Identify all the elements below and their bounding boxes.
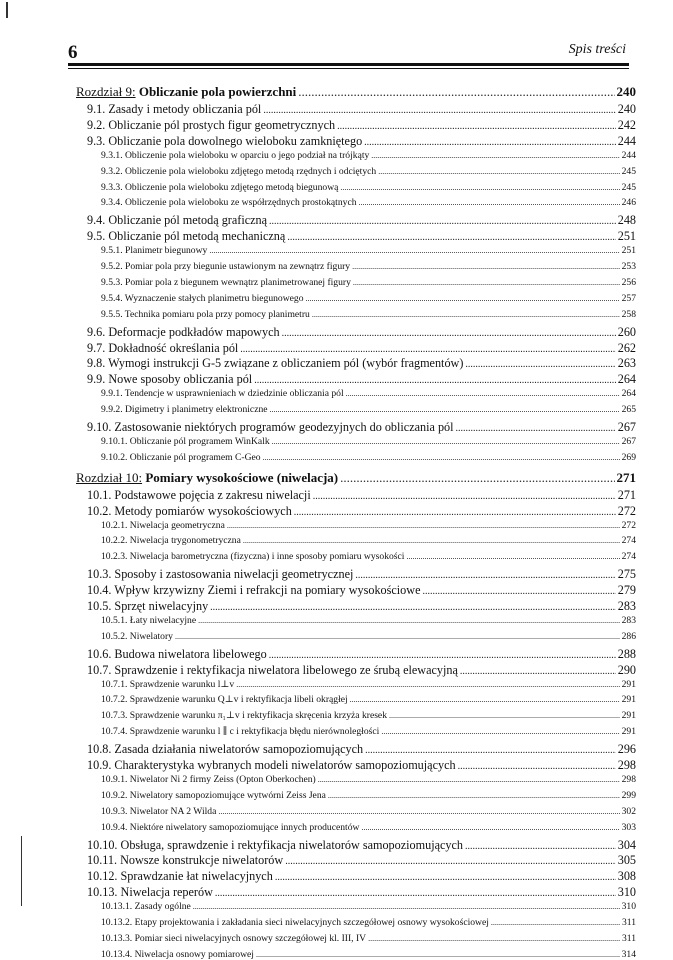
toc-page-number: 283 (621, 614, 636, 626)
toc-page-number: 290 (617, 662, 636, 677)
toc-leader-dots (406, 552, 619, 561)
toc-page-number: 264 (617, 372, 636, 387)
toc-entry-title: 10.13.4. Niwelacja osnowy pomiarowej (101, 948, 254, 960)
toc-page-number: 267 (621, 435, 636, 447)
toc-subsection (101, 293, 636, 304)
toc-subsection (101, 520, 636, 531)
toc-subsection (101, 806, 636, 817)
running-title: Spis treści (568, 42, 626, 57)
toc-entry-title: 10.2.1. Niwelacja geometryczna (101, 519, 225, 531)
toc-page-number: 240 (616, 84, 636, 99)
toc-entry-title: 10.2.2. Niwelacja trygonometryczna (101, 535, 241, 547)
toc-page-number: 291 (621, 678, 636, 690)
toc-entry-title: 10.7. Sprawdzenie i rektyfikacja niwelatora libelowego ze śrubą elewacyjną (87, 662, 458, 677)
toc-entry-title: 9.5.4. Wyznaczenie stałych planimetru biegunowego (101, 292, 304, 304)
toc-chapter-heading (76, 470, 338, 486)
toc-leader-dots (458, 761, 616, 772)
toc-section (87, 742, 636, 757)
toc-section (87, 356, 636, 371)
toc-entry-title: 10.7.1. Sprawdzenie warunku l⊥v (101, 678, 235, 690)
toc-subsection (101, 694, 636, 705)
toc-section (87, 663, 636, 678)
toc-page-number: 256 (621, 276, 636, 288)
toc-section (87, 885, 636, 900)
toc-subsection (101, 535, 636, 546)
toc-page-number: 298 (621, 773, 636, 785)
toc-entry-title: 9.1. Zasady i metody obliczania pól (87, 102, 262, 116)
toc-page-number: 298 (617, 758, 636, 772)
toc-entry-title: 9.10. Zastosowanie niektórych programów geodezyjnych do obliczania pól (87, 420, 454, 434)
header-rule-thin (68, 68, 629, 69)
toc-entry-title: 10.7.3. Sprawdzenie warunku π₁⊥v i rektyfikacja skręcenia krzyża kresek (101, 710, 387, 722)
toc-section (87, 758, 636, 773)
toc-page-number: 291 (621, 726, 636, 738)
toc-section (87, 229, 636, 244)
toc-leader-dots (240, 344, 615, 355)
toc-page-number: 296 (617, 742, 636, 757)
toc-entry-title: 9.4. Obliczanie pól metodą graficzną (87, 213, 268, 228)
toc-leader-dots (368, 934, 620, 943)
toc-leader-dots (209, 246, 619, 255)
toc-entry-title: 10.12. Sprawdzanie łat niwelacyjnych (87, 869, 273, 884)
toc-leader-dots (175, 632, 620, 641)
toc-page-number: 304 (617, 837, 636, 852)
toc-leader-dots (352, 262, 620, 271)
scan-mark-bottom (21, 836, 22, 906)
toc-leader-dots (215, 888, 616, 899)
toc-entry-title: 10.9. Charakterystyka wybranych modeli niwelatorów samopoziomujących (87, 758, 456, 772)
toc-section (87, 853, 636, 868)
toc-page-number: 244 (617, 133, 636, 148)
toc-subsection (101, 436, 636, 447)
scan-mark-top (6, 2, 8, 18)
toc-entry-title: 9.9.2. Digimetry i planimetry elektroniczne (101, 404, 268, 416)
toc-leader-dots (312, 310, 620, 319)
toc-entry-title: 10.2.3. Niwelacja barometryczna (fizyczna) i inne sposoby pomiaru wysokości (101, 551, 405, 563)
toc-section (87, 599, 636, 614)
toc-entry-title: 10.5. Sprzęt niwelacyjny (87, 599, 209, 613)
toc-entry-title: 9.3.1. Obliczenie pola wieloboku w oparciu o jego podział na trójkąty (101, 149, 370, 161)
toc-subsection (101, 166, 636, 177)
toc-page-number: 272 (617, 503, 636, 518)
toc-entry-title: 10.3. Sposoby i zastosowania niwelacji geometrycznej (87, 567, 354, 582)
toc-entry-title: 9.2. Obliczanie pól prostych figur geometrycznych (87, 117, 336, 132)
toc-section (87, 869, 636, 884)
toc-leader-dots (272, 437, 620, 446)
toc-subsection (101, 726, 636, 737)
toc-section (87, 504, 636, 519)
toc-page-number: 283 (617, 599, 636, 613)
toc-subsection (101, 615, 636, 626)
toc-section (87, 372, 636, 387)
toc-entry-title: 10.13.2. Etapy projektowania i zakładania sieci niwelacyjnych szczegółowej osnowy wysokościowej (101, 917, 489, 928)
toc-leader-dots (465, 841, 616, 852)
toc-subsection (101, 404, 636, 415)
toc-entry-title: 9.3. Obliczanie pola dowolnego wieloboku zamkniętego (87, 133, 363, 148)
toc-page-number: 269 (621, 451, 636, 463)
toc-page-number: 274 (621, 551, 636, 563)
toc-subsection (101, 933, 636, 944)
toc-leader-dots (359, 198, 620, 207)
toc-leader-dots (270, 405, 620, 414)
toc-entry-title: 9.3.3. Obliczenie pola wieloboku zdjętego metodą biegunową (101, 181, 339, 193)
toc-entry-title: 9.9. Nowe sposoby obliczania pól (87, 372, 253, 387)
toc-page-number: 258 (621, 308, 636, 320)
toc-page-number: 310 (621, 901, 636, 913)
toc-entry-title: 9.9.1. Tendencje w usprawnieniach w dziedzinie obliczania pól (101, 388, 344, 400)
toc-entry-title: 9.5.3. Pomiar pola z biegunem wewnątrz planimetrowanej figury (101, 276, 351, 288)
toc-section (87, 118, 636, 133)
toc-entry-title: 9.8. Wymogi instrukcji G-5 związane z obliczaniem pól (wybór fragmentów) (87, 356, 464, 371)
toc-leader-dots (353, 278, 620, 287)
toc-leader-dots (218, 807, 619, 816)
toc-leader-dots (328, 791, 620, 800)
toc-leader-dots (285, 856, 616, 867)
toc-subsection (101, 790, 636, 801)
toc-leader-dots (210, 602, 616, 613)
toc-section (87, 102, 636, 117)
toc-page-number: 253 (621, 261, 636, 272)
toc-subsection (101, 710, 636, 721)
toc-entry-title: 10.11. Nowsze konstrukcje niwelatorów (87, 853, 284, 868)
toc-entry-title: 10.5.2. Niwelatory (101, 630, 173, 642)
toc-section (87, 420, 636, 435)
toc-subsection (101, 452, 636, 463)
toc-leader-dots (355, 570, 615, 581)
toc-subsection (101, 388, 636, 399)
toc-subsection (101, 197, 636, 208)
toc-subsection (101, 631, 636, 642)
toc-page-number: 244 (621, 149, 636, 161)
toc-entry-title: 9.5.2. Pomiar pola przy biegunie ustawionym na zewnątrz figury (101, 261, 351, 272)
toc-leader-dots (282, 328, 616, 339)
toc-subsection (101, 774, 636, 785)
toc-page-number: 311 (621, 917, 636, 928)
toc-leader-dots (365, 745, 616, 756)
toc-page-number: 245 (621, 165, 636, 177)
toc-leader-dots (287, 232, 615, 243)
toc-page-number: 257 (621, 292, 636, 304)
toc-entry-title: 9.5.5. Technika pomiaru pola przy pomocy planimetru (101, 308, 310, 320)
toc-page-number: 291 (621, 694, 636, 706)
toc-page-number: 274 (621, 535, 636, 547)
toc-entry-title: 10.7.2. Sprawdzenie warunku Q⊥v i rektyfikacja libeli okrągłej (101, 694, 348, 706)
toc-entry-title: 9.3.2. Obliczenie pola wieloboku zdjętego metodą rzędnych i odciętych (101, 165, 377, 177)
toc-leader-dots (269, 216, 616, 227)
toc-entry-title: 10.6. Budowa niwelatora libelowego (87, 646, 267, 661)
toc-leader-dots (313, 491, 616, 502)
toc-entry-title: 10.13. Niwelacja reperów (87, 885, 213, 900)
toc-entry-title: 9.6. Deformacje podkładów mapowych (87, 324, 280, 339)
toc-section (87, 647, 636, 662)
toc-leader-dots (423, 586, 616, 597)
toc-page-number: 265 (621, 404, 636, 416)
page-number: 6 (68, 42, 78, 63)
toc-page-number: 302 (621, 805, 636, 817)
toc-entry-title: 9.3.4. Obliczenie pola wieloboku ze współrzędnych prostokątnych (101, 197, 357, 209)
toc-leader-dots (340, 470, 614, 486)
toc-page-number: 271 (617, 487, 636, 502)
toc-leader-dots (254, 375, 616, 386)
toc-leader-dots (294, 507, 616, 518)
toc-chapter (76, 470, 636, 486)
toc-page-number: 275 (617, 567, 636, 582)
toc-section (87, 583, 636, 598)
toc-entry-title: 9.5. Obliczanie pól metodą mechaniczną (87, 229, 286, 244)
toc-entry-title: 10.1. Podstawowe pojęcia z zakresu niwelacji (87, 487, 311, 502)
toc-leader-dots (364, 137, 616, 148)
toc-leader-dots (491, 918, 620, 927)
toc-subsection (101, 150, 636, 161)
toc-page-number: 311 (621, 932, 636, 944)
toc-subsection (101, 551, 636, 562)
toc-page-number: 251 (617, 229, 636, 244)
toc-leader-dots (198, 616, 620, 625)
toc-section (87, 838, 636, 853)
toc-section (87, 134, 636, 149)
toc-page-number: 299 (621, 789, 636, 801)
toc-leader-dots (378, 167, 619, 176)
toc-leader-dots (263, 453, 620, 462)
toc-page-number: 246 (621, 197, 636, 209)
toc-chapter-label: Rozdział 9: (76, 84, 136, 99)
toc-leader-dots (193, 902, 620, 911)
toc-entry-title: 10.7.4. Sprawdzenie warunku l ∥ c i rektyfikacja błędu nierównoległości (101, 726, 380, 738)
toc-entry-title: 10.9.4. Niektóre niwelatory samopoziomujące innych producentów (101, 821, 360, 833)
toc-page-number: 303 (621, 821, 636, 833)
toc-page-number: 286 (621, 630, 636, 642)
toc-page-number: 262 (617, 340, 636, 355)
toc-leader-dots (227, 521, 620, 530)
toc-section (87, 567, 636, 582)
toc-leader-dots (460, 666, 616, 677)
toc-leader-dots (389, 711, 620, 720)
toc-subsection (101, 261, 636, 272)
toc-page-number: 245 (621, 181, 636, 193)
toc-page-number: 263 (617, 356, 636, 371)
toc-leader-dots (243, 536, 620, 545)
toc-entry-title: 10.4. Wpływ krzywizny Ziemi i refrakcji na pomiary wysokościowe (87, 583, 421, 598)
toc-page-number: 240 (617, 102, 636, 116)
toc-entry-title: 10.10. Obsługa, sprawdzenie i rektyfikacja niwelatorów samopoziomujących (87, 837, 464, 852)
toc-page-number: 308 (617, 869, 636, 884)
toc-leader-dots (361, 823, 619, 832)
toc-subsection (101, 822, 636, 833)
toc-leader-dots (306, 294, 620, 303)
toc-page-number: 260 (617, 324, 636, 339)
toc-entry-title: 9.5.1. Planimetr biegunowy (101, 245, 208, 257)
toc-page-number: 251 (621, 245, 636, 257)
toc-subsection (101, 245, 636, 256)
toc-leader-dots (298, 84, 614, 100)
toc-entry-title: 9.10.1. Obliczanie pól programem WinKalk (101, 435, 270, 447)
toc-subsection (101, 277, 636, 288)
toc-chapter-label: Rozdział 10: (76, 469, 143, 485)
toc-entry-title: 10.13.3. Pomiar sieci niwelacyjnych osnowy szczegółowej kl. III, IV (101, 932, 367, 944)
header-rule-thick (68, 63, 629, 66)
toc-leader-dots (256, 950, 620, 959)
toc-leader-dots (346, 389, 620, 398)
toc-section (87, 341, 636, 356)
toc-chapter-title: Obliczanie pola powierzchni (138, 84, 297, 99)
toc-chapter-title: Pomiary wysokościowe (niwelacja) (145, 469, 339, 485)
toc-entry-title: 10.5.1. Łaty niwelacyjne (101, 614, 197, 626)
toc-page-number: 310 (617, 885, 636, 900)
toc-leader-dots (337, 121, 616, 132)
toc-entry-title: 10.2. Metody pomiarów wysokościowych (87, 503, 292, 518)
toc-page-number: 291 (621, 710, 636, 722)
toc-page-number: 271 (616, 469, 636, 485)
toc-entry-title: 10.9.1. Niwelator Ni 2 firmy Zeiss (Opton Oberkochen) (101, 773, 316, 785)
toc-subsection (101, 182, 636, 193)
toc-leader-dots (456, 423, 616, 434)
toc-page-number: 267 (617, 420, 636, 434)
toc-page-number: 248 (617, 213, 636, 228)
toc-leader-dots (318, 775, 620, 784)
toc-subsection (101, 679, 636, 690)
toc-entry-title: 10.9.2. Niwelatory samopoziomujące wytwórni Zeiss Jena (101, 789, 326, 801)
toc-leader-dots (340, 183, 619, 192)
toc-page-number: 279 (617, 583, 636, 598)
page-header (68, 40, 628, 64)
toc-entry-title: 10.9.3. Niwelator NA 2 Wilda (101, 805, 217, 817)
toc-leader-dots (275, 872, 616, 883)
toc-page-number: 264 (621, 388, 636, 400)
toc-entry-title: 9.7. Dokładność określania pól (87, 340, 239, 355)
toc-subsection (101, 917, 636, 928)
toc-entry-title: 10.13.1. Zasady ogólne (101, 901, 191, 913)
toc-leader-dots (381, 727, 619, 736)
toc-subsection (101, 901, 636, 912)
toc-entry-title: 9.10.2. Obliczanie pól programem C-Geo (101, 451, 261, 463)
toc-entry-title: 10.8. Zasada działania niwelatorów samopoziomujących (87, 742, 364, 757)
toc-section (87, 488, 636, 503)
toc-section (87, 213, 636, 228)
toc-leader-dots (465, 359, 615, 370)
toc-page-number: 242 (617, 117, 636, 132)
toc-chapter (76, 84, 636, 100)
toc-page-number: 314 (621, 948, 636, 960)
toc-page-number: 288 (617, 646, 636, 661)
toc-leader-dots (263, 105, 615, 116)
toc-leader-dots (371, 151, 619, 160)
toc-leader-dots (350, 695, 620, 704)
toc-page-number: 272 (621, 519, 636, 531)
toc-page-number: 305 (617, 853, 636, 868)
toc-section (87, 325, 636, 340)
toc-subsection (101, 309, 636, 320)
toc-chapter-heading (76, 84, 296, 100)
toc-subsection (101, 949, 636, 960)
toc-leader-dots (269, 650, 616, 661)
toc-leader-dots (236, 680, 619, 689)
